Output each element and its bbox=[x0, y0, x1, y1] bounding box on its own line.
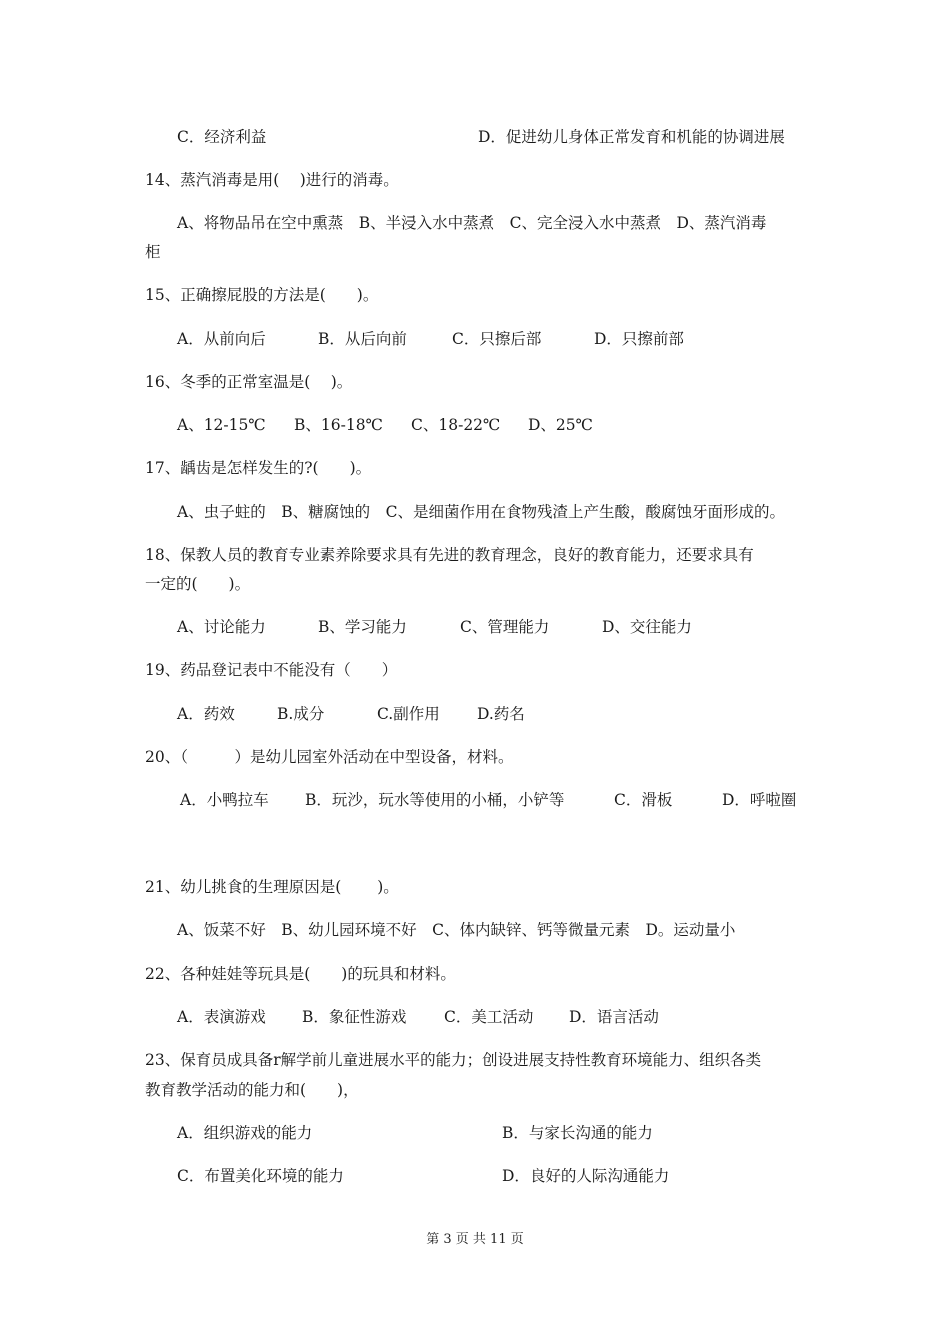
q14-options-wrap: 柜 bbox=[145, 243, 161, 261]
q20-option-d: D．呼啦圈 bbox=[722, 791, 797, 809]
q19-stem: 19、药品登记表中不能没有（ ） bbox=[145, 661, 398, 679]
q15-option-d: D．只擦前部 bbox=[594, 330, 684, 348]
q16-stem: 16、冬季的正常室温是( )。 bbox=[145, 373, 353, 391]
q20-option-b: B．玩沙，玩水等使用的小桶，小铲等 bbox=[305, 791, 565, 809]
q14-stem: 14、蒸汽消毒是用( )进行的消毒。 bbox=[145, 171, 399, 189]
q18-option-b: B、学习能力 bbox=[318, 618, 407, 636]
q22-option-d: D．语言活动 bbox=[569, 1008, 659, 1026]
q16-option-d: D、25℃ bbox=[528, 416, 593, 434]
q13-option-d: D．促进幼儿身体正常发育和机能的协调进展 bbox=[478, 128, 785, 146]
q16-option-c: C、18-22℃ bbox=[411, 416, 501, 434]
q15-option-a: A．从前向后 bbox=[177, 330, 266, 348]
q21-stem: 21、幼儿挑食的生理原因是( )。 bbox=[145, 878, 399, 896]
q19-option-c: C.副作用 bbox=[377, 705, 440, 723]
q23-option-b: B．与家长沟通的能力 bbox=[502, 1124, 653, 1142]
q14-options: A、将物品吊在空中熏蒸 B、半浸入水中蒸煮 C、完全浸入水中蒸煮 D、蒸汽消毒 bbox=[177, 214, 767, 232]
q23-option-a: A．组织游戏的能力 bbox=[177, 1124, 313, 1142]
q23-stem-line1: 23、保育员成具备r解学前儿童进展水平的能力；创设进展支持性教育环境能力、组织各类 bbox=[145, 1051, 762, 1069]
q23-option-c: C．布置美化环境的能力 bbox=[177, 1167, 344, 1185]
q19-option-a: A．药效 bbox=[177, 705, 235, 723]
q15-option-c: C．只擦后部 bbox=[452, 330, 542, 348]
q18-option-a: A、讨论能力 bbox=[177, 618, 266, 636]
q18-stem-line2: 一定的( )。 bbox=[145, 575, 251, 593]
q22-option-b: B．象征性游戏 bbox=[302, 1008, 407, 1026]
q19-option-d: D.药名 bbox=[477, 705, 525, 723]
q23-option-d: D．良好的人际沟通能力 bbox=[502, 1167, 670, 1185]
q16-option-b: B、16-18℃ bbox=[294, 416, 383, 434]
q16-option-a: A、12-15℃ bbox=[177, 416, 266, 434]
q22-stem: 22、各种娃娃等玩具是( )的玩具和材料。 bbox=[145, 965, 456, 983]
q23-stem-line2: 教育教学活动的能力和( )， bbox=[145, 1081, 359, 1099]
q18-option-d: D、交往能力 bbox=[602, 618, 692, 636]
q21-options: A、饭菜不好 B、幼儿园环境不好 C、体内缺锌、钙等微量元素 D。运动量小 bbox=[177, 921, 736, 939]
q15-stem: 15、正确擦屁股的方法是( )。 bbox=[145, 286, 379, 304]
q15-option-b: B．从后向前 bbox=[318, 330, 407, 348]
q20-option-c: C．滑板 bbox=[614, 791, 673, 809]
q18-option-c: C、管理能力 bbox=[460, 618, 550, 636]
q22-option-a: A．表演游戏 bbox=[177, 1008, 266, 1026]
q13-option-c: C．经济利益 bbox=[177, 128, 267, 146]
q20-stem: 20、（ ）是幼儿园室外活动在中型设备，材料。 bbox=[145, 748, 514, 766]
q20-option-a: A．小鸭拉车 bbox=[180, 791, 269, 809]
q18-stem-line1: 18、保教人员的教育专业素养除要求具有先进的教育理念，良好的教育能力，还要求具有 bbox=[145, 546, 754, 564]
page-number-footer: 第 3 页 共 11 页 bbox=[426, 1232, 524, 1247]
q17-stem: 17、龋齿是怎样发生的?( )。 bbox=[145, 459, 372, 477]
q17-options: A、虫子蛀的 B、糖腐蚀的 C、是细菌作用在食物残渣上产生酸，酸腐蚀牙面形成的。 bbox=[177, 503, 785, 521]
q19-option-b: B.成分 bbox=[277, 705, 325, 723]
q22-option-c: C．美工活动 bbox=[444, 1008, 534, 1026]
